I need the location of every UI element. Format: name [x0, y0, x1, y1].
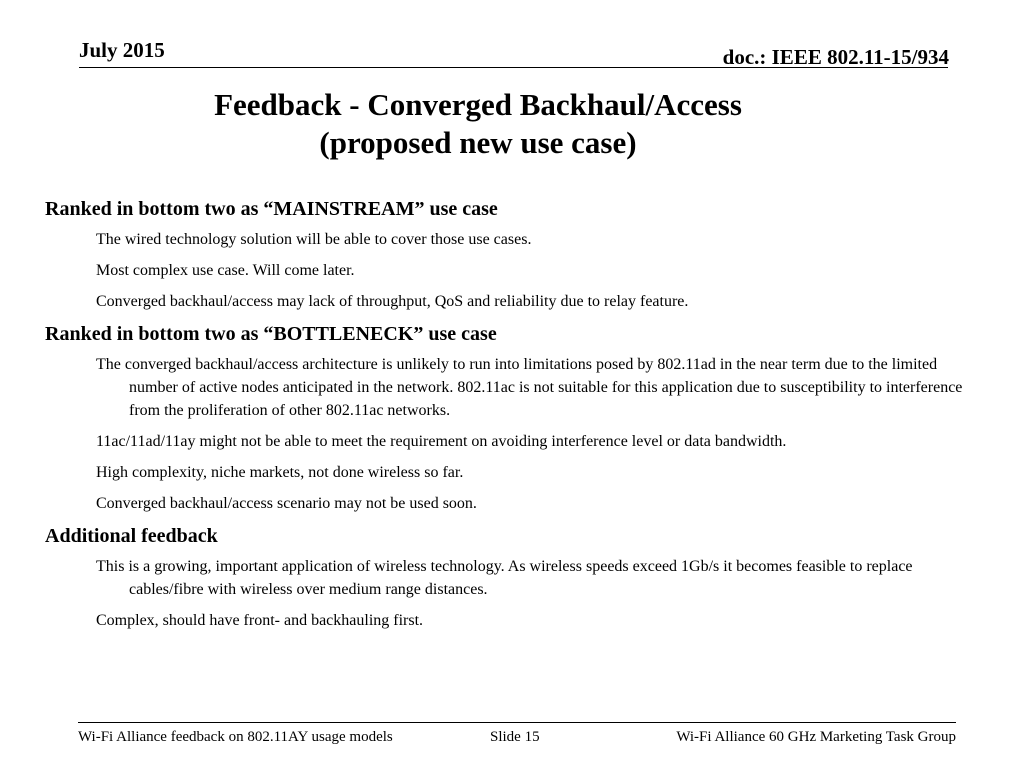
- slide-title-line-2: (proposed new use case): [319, 125, 637, 160]
- header-date: July 2015: [79, 38, 165, 62]
- bullet-item: The converged backhaul/access architecture is unlikely to run into limitations posed by 802.11ad in the near term due to the limited number of active nodes anticipated in the network. 802.11ac is not suitable for this application due to susceptibility to interference from the proliferation of other 802.11ac networks.: [96, 356, 963, 419]
- section-heading: Ranked in bottom two as “BOTTLENECK” use case: [45, 323, 497, 345]
- section-bottleneck: [45, 321, 985, 515]
- footer-left-text: Wi-Fi Alliance feedback on 802.11AY usage models: [78, 729, 393, 745]
- section-additional-feedback: [45, 523, 985, 632]
- section-mainstream: [45, 196, 985, 313]
- section-heading: Additional feedback: [45, 525, 218, 547]
- section-heading: Ranked in bottom two as “MAINSTREAM” use case: [45, 198, 498, 220]
- bullet-item: Most complex use case. Will come later.: [96, 262, 355, 279]
- slide-title-line-1: Feedback - Converged Backhaul/Access: [214, 87, 742, 122]
- bullet-item: 11ac/11ad/11ay might not be able to meet the requirement on avoiding interference level or data bandwidth.: [96, 433, 787, 450]
- bullet-item: Complex, should have front- and backhauling first.: [96, 612, 424, 629]
- bullet-item: This is a growing, important application of wireless technology. As wireless speeds exceed 1Gb/s it becomes feasible to replace cables/fibre with wireless over medium range distances.: [96, 558, 913, 598]
- bullet-item: The wired technology solution will be able to cover those use cases.: [96, 231, 532, 248]
- slide-number: Slide 15: [490, 729, 540, 745]
- bullet-item: High complexity, niche markets, not done wireless so far.: [96, 464, 464, 481]
- slide-title: [0, 86, 956, 162]
- footer-right-text: Wi-Fi Alliance 60 GHz Marketing Task Group: [676, 729, 956, 745]
- slide-body: [45, 196, 985, 640]
- footer-divider: [78, 722, 956, 723]
- header-divider: [79, 67, 948, 68]
- bullet-item: Converged backhaul/access may lack of throughput, QoS and reliability due to relay feature.: [96, 293, 689, 310]
- header-doc-id: doc.: IEEE 802.11-15/934: [722, 45, 949, 69]
- bullet-item: Converged backhaul/access scenario may not be used soon.: [96, 495, 477, 512]
